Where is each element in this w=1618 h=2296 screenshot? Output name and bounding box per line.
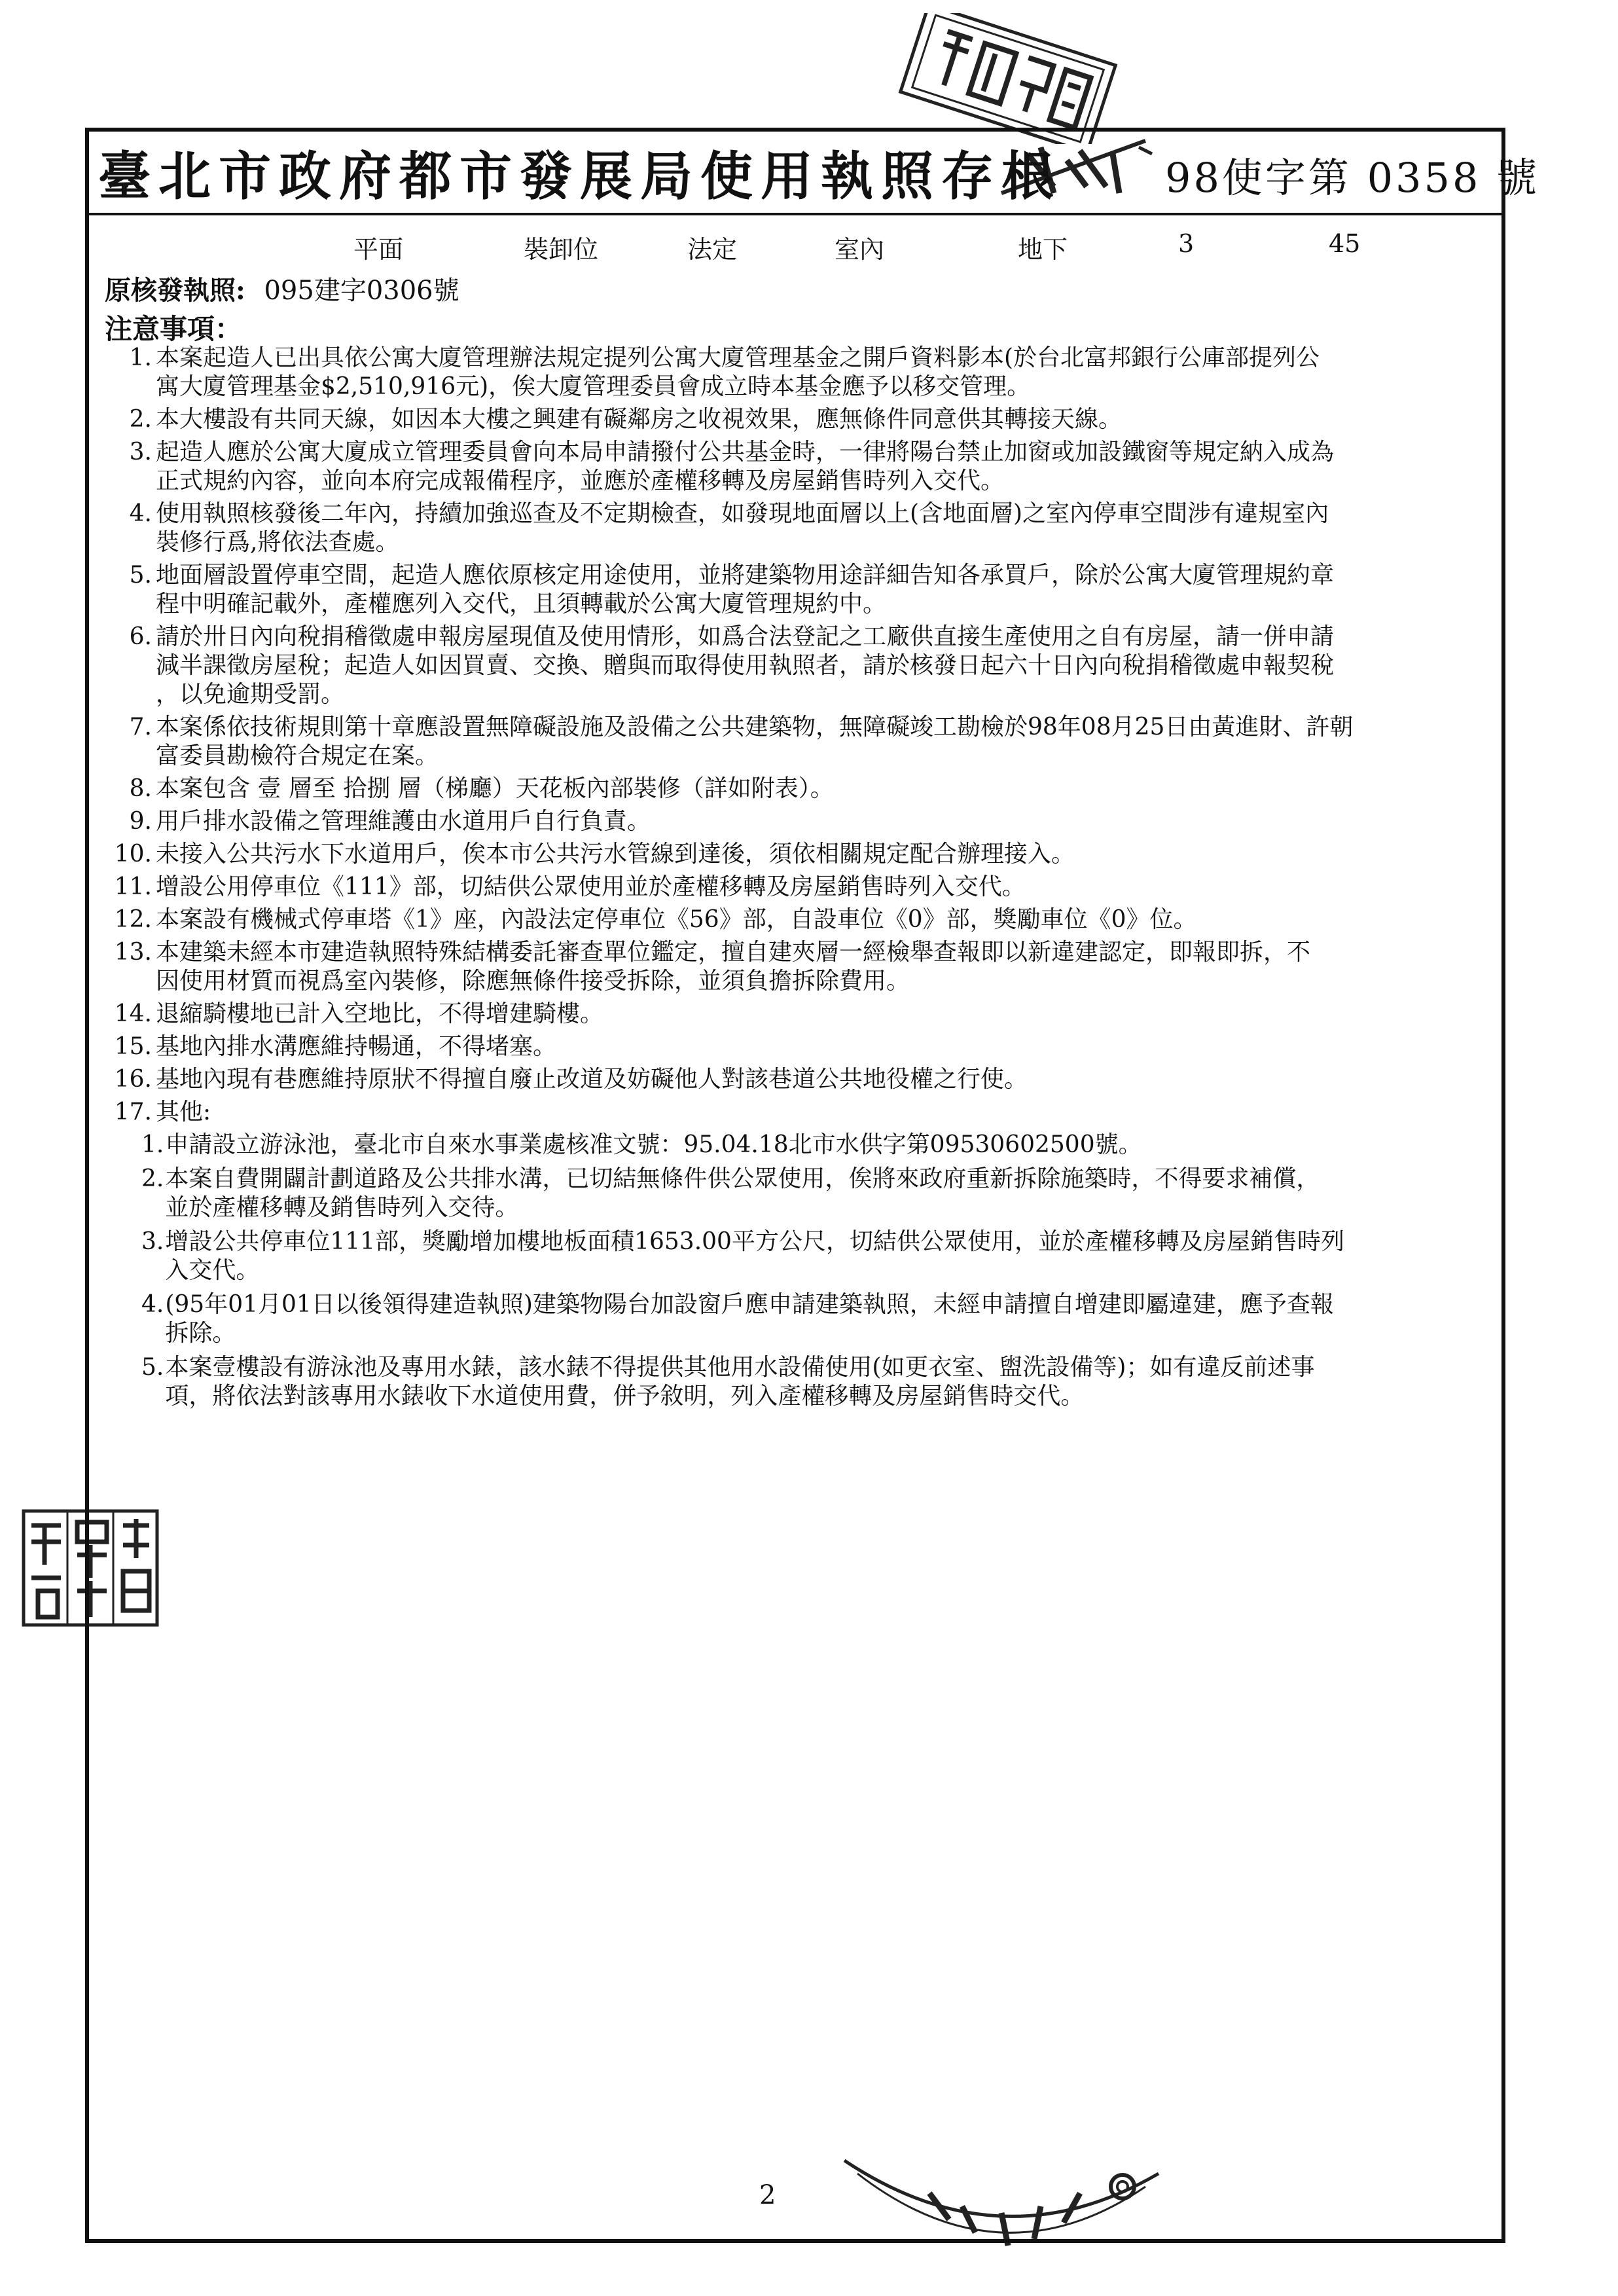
item-text: 本大樓設有共同天線，如因本大樓之興建有礙鄰房之收視效果，應無條件同意供其轉接天線。 [156, 406, 1123, 433]
original-permit-value: 095建字0306號 [264, 276, 459, 306]
frame-bottom-border [85, 2239, 1505, 2243]
item-text: 增設公用停車位《111》部，切結供公眾使用並於產權移轉及房屋銷售時列入交代。 [156, 873, 1026, 900]
item-number: 11. [114, 873, 152, 900]
seal-icon [831, 2134, 1172, 2291]
sub-item [141, 1131, 1512, 1159]
field-cell: 3 [1178, 229, 1195, 258]
item-text: 使用執照核發後二年內，持續加強巡查及不定期檢查，如發現地面層以上(含地面層)之室內停車空間涉有違規室內 裝修行爲,將依法查處。 [156, 500, 1329, 556]
item-number: 13. [114, 939, 152, 966]
list-item [111, 1000, 1512, 1029]
list-item [111, 938, 1512, 996]
item-text: 基地內現有巷應維持原狀不得擅自廢止改道及妨礙他人對該巷道公共地役權之行使。 [156, 1066, 1028, 1093]
frame-left-border [85, 128, 89, 2242]
list-item [111, 905, 1512, 934]
sub-item-number: 2. [141, 1165, 164, 1192]
list-item [111, 774, 1512, 803]
item-text: 地面層設置停車空間，起造人應依原核定用途使用，並將建築物用途詳細告知各承買戶，除於公寓大廈管理規約章 程中明確記載外，產權應列入交代，且須轉載於公寓大廈管理規約中。 [156, 562, 1335, 617]
sub-item-text: 本案壹樓設有游泳池及專用水錶，該水錶不得提供其他用水設備使用(如更衣室、盥洗設備等)；如有違反前述事 項，將依法對該專用水錶收下水道使用費，併予敘明，列入產權移轉及房屋銷售時交代。 [165, 1354, 1315, 1410]
item-number: 7. [129, 714, 152, 740]
sub-item-text: 增設公共停車位111部，獎勵增加樓地板面積1653.00平方公尺，切結供公眾使用，並於產權移轉及房屋銷售時列 入交代。 [165, 1228, 1344, 1284]
other-sub-list [141, 1131, 1512, 1411]
item-number: 3. [129, 439, 152, 465]
list-item [111, 623, 1512, 709]
sub-item-number: 3. [141, 1228, 164, 1255]
item-number: 16. [114, 1066, 152, 1093]
item-number: 1. [129, 344, 152, 371]
list-item [111, 840, 1512, 869]
sub-item-text: (95年01月01日以後領得建造執照)建築物陽台加設窗戶應申請建築執照，未經申請擅自增建即屬違建，應予查報 拆除。 [165, 1291, 1334, 1347]
item-number: 8. [129, 775, 152, 802]
sub-item [141, 1228, 1512, 1285]
field-cell: 地下 [1018, 235, 1068, 264]
item-number: 17. [114, 1099, 152, 1125]
item-text: 退縮騎樓地已計入空地比，不得增建騎樓。 [156, 1000, 604, 1027]
notice-list [111, 344, 1512, 1416]
permit-number: 98使字第 0358 號 [1165, 154, 1540, 202]
list-item [111, 438, 1512, 496]
sub-item [141, 1353, 1512, 1411]
sub-item-number: 1. [141, 1131, 164, 1158]
original-permit [105, 270, 459, 307]
list-item [111, 1032, 1512, 1061]
item-text: 起造人應於公寓大廈成立管理委員會向本局申請撥付公共基金時，一律將陽台禁止加窗或加設鐵窗等規定納入成為 正式規約內容，並向本府完成報備程序，並應於產權移轉及房屋銷售時列入交代。 [156, 439, 1335, 494]
item-number: 12. [114, 906, 152, 933]
original-permit-label: 原核發執照: [105, 275, 245, 306]
item-number: 2. [129, 406, 152, 433]
field-cell: 裝卸位 [524, 235, 599, 264]
item-text: 基地內排水溝應維持暢通，不得堵塞。 [156, 1033, 557, 1060]
header-divider [85, 213, 1505, 215]
list-item [111, 807, 1512, 836]
sub-item-text: 本案自費開闢計劃道路及公共排水溝，已切結無條件供公眾使用，俟將來政府重新拆除施築時，不得要求補償， 並於產權移轉及銷售時列入交待。 [165, 1165, 1320, 1221]
list-item [111, 1098, 1512, 1127]
field-cell: 室內 [835, 235, 885, 264]
seal-icon [18, 1506, 162, 1630]
sub-item-number: 5. [141, 1354, 164, 1381]
list-item [111, 873, 1512, 902]
item-text: 其他: [156, 1099, 211, 1125]
item-number: 5. [129, 562, 152, 589]
page-number: 2 [759, 2180, 776, 2210]
list-item [111, 1065, 1512, 1094]
item-number: 4. [129, 500, 152, 527]
official-seal-icon [871, 13, 1145, 144]
item-text: 本建築未經本市建造執照特殊結構委託審查單位鑑定，擅自建夾層一經檢舉查報即以新違建認定，即報即拆，不 因使用材質而視爲室內裝修，除應無條件接受拆除，並須負擔拆除費用。 [156, 939, 1311, 994]
item-text: 本案係依技術規則第十章應設置無障礙設施及設備之公共建築物，無障礙竣工勘檢於98年08月25日由黃進財、許朝 富委員勘檢符合規定在案。 [156, 714, 1354, 769]
list-item [111, 500, 1512, 557]
sub-item-text: 申請設立游泳池，臺北市自來水事業處核准文號：95.04.18北市水供字第09530602500號。 [165, 1131, 1142, 1158]
field-cell: 45 [1329, 229, 1361, 258]
field-row [0, 229, 1618, 268]
item-number: 6. [129, 623, 152, 650]
field-cell: 法定 [687, 235, 738, 264]
document-title: 臺北市政府都市發展局使用執照存根 [98, 145, 1062, 207]
item-number: 14. [114, 1000, 152, 1027]
sub-item [141, 1290, 1512, 1348]
notice-heading: 注意事項： [105, 313, 243, 345]
list-item [111, 561, 1512, 619]
item-text: 請於卅日內向稅捐稽徵處申報房屋現值及使用情形，如爲合法登記之工廠供直接生產使用之自有房屋，請一併申請 減半課徵房屋稅；起造人如因買賣、交換、贈與而取得使用執照者，請於核發日起六十日內向稅捐稽徵處申報契稅 ，以免逾期受罰。 [156, 623, 1335, 708]
item-text: 本案起造人已出具依公寓大廈管理辦法規定提列公寓大廈管理基金之開戶資料影本(於台北富邦銀行公庫部提列公 寓大廈管理基金$2,510,916元)，俟大廈管理委員會成立時本基金應予以移交管理。 [156, 344, 1320, 400]
item-text: 本案設有機械式停車塔《1》座，內設法定停車位《56》部，自設車位《0》部，獎勵車位《0》位。 [156, 906, 1197, 933]
list-item [111, 405, 1512, 434]
item-number: 10. [114, 841, 152, 867]
item-number: 9. [129, 808, 152, 835]
item-text: 未接入公共污水下水道用戶，俟本市公共污水管線到達後，須依相關規定配合辦理接入。 [156, 841, 1075, 867]
frame-top-border [85, 128, 1505, 132]
item-text: 本案包含 壹 層至 拾捌 層（梯廳）天花板內部裝修（詳如附表）。 [156, 775, 834, 802]
list-item [111, 713, 1512, 771]
list-item [111, 344, 1512, 401]
field-cell: 平面 [353, 235, 404, 264]
item-number: 15. [114, 1033, 152, 1060]
sub-item-number: 4. [141, 1291, 164, 1318]
sub-item [141, 1165, 1512, 1222]
item-text: 用戶排水設備之管理維護由水道用戶自行負責。 [156, 808, 651, 835]
